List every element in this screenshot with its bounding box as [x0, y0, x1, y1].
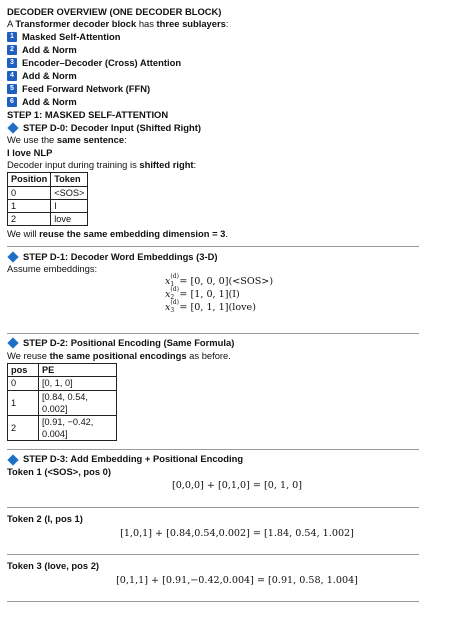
table-cell: [0, 1, 0] — [39, 377, 117, 390]
table-cell: love — [51, 212, 88, 225]
d0-use-a: We use the — [7, 134, 57, 146]
d0-reuse-a: We will — [7, 228, 40, 239]
eq-subscript: 1 — [170, 281, 175, 289]
sublayer-item — [7, 70, 467, 83]
token-equation: [0,1,1] + [0.91,−0.42,0.004] = [0.91, 0.58, 1.004] — [116, 574, 358, 586]
d0-reuse-b: reuse the same embedding dimension = 3 — [39, 228, 226, 239]
embedding-equation: x (d) 1 = [0, 0, 0](<SOS>) — [165, 273, 274, 289]
d2-reuse-b: the same positional encodings — [49, 349, 187, 361]
d0-shift-a: Decoder input during training is — [7, 159, 140, 171]
intro-bold-2: three sublayers — [156, 18, 226, 30]
intro-text-end: : — [225, 18, 229, 30]
sublayer-item — [7, 31, 467, 44]
number-badge-icon: 3 — [7, 58, 17, 68]
eq-rhs: = [1, 0, 1](I) — [179, 288, 240, 300]
diamond-icon — [7, 251, 18, 262]
table-header: Position — [8, 173, 51, 186]
step-d2-title: STEP D-2: Positional Encoding (Same Formula) — [23, 337, 235, 349]
table-row — [8, 377, 117, 390]
step-d1-title: STEP D-1: Decoder Word Embeddings (3-D) — [23, 250, 218, 262]
d1-assume: Assume embeddings: — [7, 263, 98, 275]
sublayer-label: Add & Norm — [22, 44, 77, 56]
intro-text-a: A — [7, 18, 16, 30]
eq-rhs: = [0, 0, 0](<SOS>) — [179, 275, 274, 287]
table-cell: 0 — [8, 377, 39, 390]
table-row — [8, 415, 117, 440]
sublayer-item — [7, 96, 467, 109]
sublayer-item — [7, 57, 467, 70]
number-badge-icon: 4 — [7, 71, 17, 81]
table-cell: 0 — [8, 186, 51, 199]
table-header-row — [8, 173, 88, 186]
sublayer-label: Encoder–Decoder (Cross) Attention — [22, 57, 182, 69]
embedding-equation: x (d) 2 = [1, 0, 1](I) — [165, 286, 240, 302]
table-cell: [0.91, −0.42, 0.004] — [39, 415, 117, 440]
step-d0-heading — [7, 121, 467, 134]
number-badge-icon: 5 — [7, 84, 17, 94]
sublayer-label: Add & Norm — [22, 70, 77, 82]
table-cell: 1 — [8, 390, 39, 415]
token-equation: [1,0,1] + [0.84,0.54,0.002] = [1.84, 0.54, 1.002] — [120, 527, 354, 539]
number-badge-icon: 1 — [7, 32, 17, 42]
d0-reuse-c: . — [225, 228, 228, 239]
step-d3-heading — [7, 453, 467, 466]
embedding-equation: x (d) 3 = [0, 1, 1](love) — [165, 299, 256, 315]
intro-line — [7, 18, 467, 30]
d2-reuse-line — [7, 350, 467, 362]
d0-shift-line — [7, 159, 467, 171]
diamond-icon — [7, 338, 18, 349]
step-d2-heading — [7, 337, 467, 350]
d0-use-b: same sentence — [56, 134, 125, 146]
table-header: Token — [51, 173, 88, 186]
sublayer-label: Masked Self-Attention — [22, 31, 121, 43]
token-label: Token 2 (I, pos 1) — [7, 513, 83, 525]
step-d1-heading — [7, 250, 467, 263]
eq-superscript: (d) — [170, 273, 179, 281]
eq-superscript: (d) — [170, 299, 179, 307]
sublayer-label: Add & Norm — [22, 96, 77, 108]
token-equation: [0,0,0] + [0,1,0] = [0, 1, 0] — [171, 480, 303, 492]
table-cell: 2 — [8, 212, 51, 225]
sublayer-label: Feed Forward Network (FFN) — [22, 83, 151, 95]
table-cell: I — [51, 199, 88, 212]
d2-reuse-c: as before. — [186, 349, 231, 361]
table-row — [8, 212, 88, 225]
sublayer-list — [7, 31, 467, 109]
pos-pe-table — [7, 363, 117, 441]
intro-text-mid: has — [136, 18, 157, 30]
d0-shift-c: : — [193, 159, 197, 171]
eq-superscript: (d) — [170, 286, 179, 294]
step-d3-title: STEP D-3: Add Embedding + Positional Encoding — [23, 453, 244, 465]
table-cell: [0.84, 0.54, 0.002] — [39, 390, 117, 415]
table-cell: 1 — [8, 199, 51, 212]
d0-sentence: I love NLP — [7, 146, 53, 158]
table-cell: 2 — [8, 415, 39, 440]
eq-subscript: 2 — [170, 294, 175, 302]
sublayer-item — [7, 44, 467, 57]
d0-reuse-line — [7, 228, 467, 240]
sublayer-item — [7, 83, 467, 96]
step-d0-title: STEP D-0: Decoder Input (Shifted Right) — [23, 121, 201, 133]
d0-shift-b: shifted right — [139, 159, 194, 171]
table-header: PE — [39, 364, 117, 377]
position-token-table — [7, 172, 88, 226]
intro-bold-1: Transformer decoder block — [15, 18, 137, 30]
step1-heading: STEP 1: MASKED SELF-ATTENTION — [7, 108, 169, 120]
token-label: Token 1 (<SOS>, pos 0) — [7, 466, 112, 478]
table-header-row — [8, 364, 117, 377]
table-cell: <SOS> — [51, 186, 88, 199]
embedding-equations — [165, 273, 467, 315]
section-divider — [7, 601, 419, 602]
eq-rhs: = [0, 1, 1](love) — [179, 301, 256, 313]
d2-reuse-a: We reuse — [7, 349, 50, 361]
d0-use-c: : — [124, 134, 127, 146]
diamond-icon — [7, 454, 18, 465]
table-row — [8, 186, 88, 199]
diamond-icon — [7, 122, 18, 133]
number-badge-icon: 2 — [7, 45, 17, 55]
number-badge-icon: 6 — [7, 97, 17, 107]
d0-use-line — [7, 134, 467, 146]
token-label: Token 3 (love, pos 2) — [7, 560, 100, 572]
table-row — [8, 390, 117, 415]
eq-subscript: 3 — [170, 307, 175, 315]
table-row — [8, 199, 88, 212]
page-title: DECODER OVERVIEW (ONE DECODER BLOCK) — [7, 6, 222, 17]
table-header: pos — [8, 364, 39, 377]
